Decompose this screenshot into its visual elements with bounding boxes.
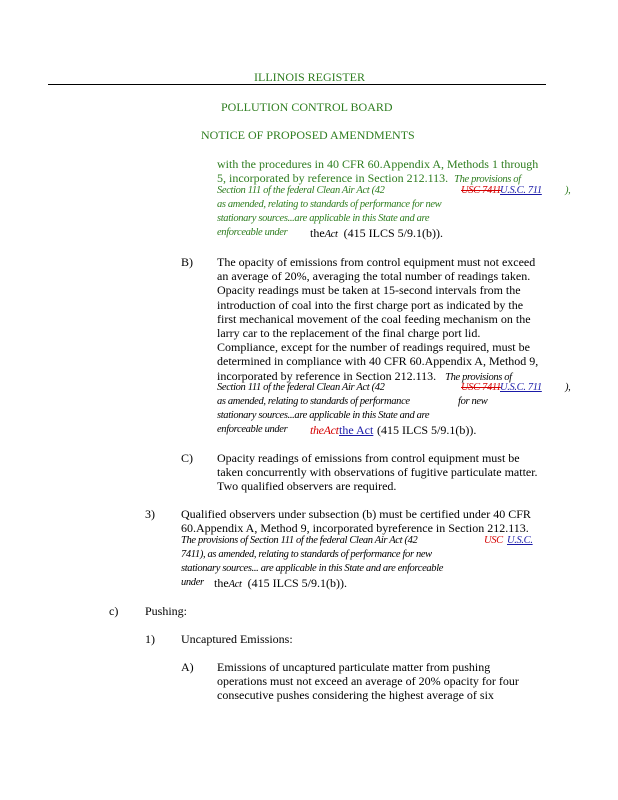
- item-1-label: 1): [145, 632, 155, 646]
- item-b-line: larry car to the replacement of the final charge port lid.: [217, 325, 481, 340]
- item-b-text: [217, 255, 538, 383]
- item-a-line: Emissions of uncaptured particulate matter from pushing: [217, 660, 491, 674]
- para-top-line-3: Section 111 of the federal Clean Air Act (42: [217, 185, 385, 196]
- inserted-usc: U.S.C. 711: [500, 185, 542, 196]
- para-top-line-1: with the procedures in 40 CFR 60.Appendix A, Methods 1 through: [217, 157, 539, 171]
- item-b-line-10: Section 111 of the federal Clean Air Act (42: [217, 382, 385, 393]
- citation: (415 ILCS 5/9.1(b)).: [247, 576, 347, 590]
- item-c-text: [217, 451, 538, 494]
- item-c-label: C): [181, 451, 193, 465]
- item-a-label: A): [181, 660, 194, 674]
- item-a-line: consecutive pushes considering the highest average of six: [217, 688, 494, 703]
- item-3-line: 60.Appendix A, Method 9, incorporated byreference in Section 212.113.: [181, 521, 529, 536]
- provision-text: The provisions of: [445, 371, 512, 383]
- item-c-line: Two qualified observers are required.: [217, 479, 397, 494]
- inserted-usc: U.S.C.: [507, 535, 533, 546]
- item-b-line-11b: for new: [458, 396, 488, 407]
- item-b-line-9: [217, 369, 538, 383]
- para-top-paren: ),: [565, 185, 571, 196]
- item-3-label: 3): [145, 507, 155, 521]
- act-word: Act: [324, 229, 338, 240]
- item-3-line: Qualified observers under subsection (b) must be certified under 40 CFR: [181, 507, 531, 521]
- provision-text: The provisions of: [454, 174, 521, 186]
- deleted-usc: USC 7411: [461, 185, 501, 196]
- para-top-line-6a: enforceable under: [217, 227, 288, 238]
- the-word: the: [214, 576, 229, 590]
- para-top-line-2: [217, 171, 538, 185]
- para-top-line-4: as amended, relating to standards of performance for new: [217, 199, 442, 210]
- act-word: Act: [228, 579, 242, 590]
- item-a-line: operations must not exceed an average of 20% opacity for four: [217, 674, 519, 689]
- para-top-text: 5, incorporated by reference in Section 212.113.: [217, 171, 449, 186]
- item-b-line: The opacity of emissions from control equipment must not exceed: [217, 255, 536, 269]
- deleted-act: theAct: [310, 423, 339, 437]
- item-b-line: determined in compliance with 40 CFR 60.Appendix A, Method 9,: [217, 354, 539, 369]
- deleted-usc: USC 7411: [461, 382, 501, 393]
- notice-title: NOTICE OF PROPOSED AMENDMENTS: [201, 128, 415, 142]
- item-3-line-6b: [214, 576, 347, 592]
- inserted-usc: U.S.C. 711: [500, 382, 542, 393]
- item-b-line: an average of 20%, averaging the total number of readings taken.: [217, 269, 531, 284]
- para-top: [217, 157, 538, 185]
- item-3-line-4: 7411), as amended, relating to standards of performance for new: [181, 549, 432, 560]
- pushing-heading: Pushing:: [145, 604, 188, 618]
- item-b-line: Compliance, except for the number of readings required, must be: [217, 340, 530, 355]
- item-c-line: taken concurrently with observations of fugitive particulate matter.: [217, 465, 538, 480]
- citation: (415 ILCS 5/9.1(b)).: [343, 226, 443, 240]
- register-title: ILLINOIS REGISTER: [254, 70, 365, 84]
- item-b-citation: (415 ILCS 5/9.1(b)).: [377, 423, 477, 437]
- item-3-line-6a: under: [181, 577, 204, 588]
- item-a-text: [217, 660, 519, 703]
- item-b-line-12: stationary sources...are applicable in this State and are: [217, 410, 430, 421]
- item-3-text: [181, 507, 531, 535]
- item-c-line: Opacity readings of emissions from control equipment must be: [217, 451, 520, 465]
- item-b-label: B): [181, 255, 193, 269]
- item-b-paren: ),: [565, 382, 571, 393]
- inserted-act: the Act: [339, 423, 374, 437]
- uncaptured-heading: Uncaptured Emissions:: [181, 632, 293, 646]
- the-word: the: [310, 226, 325, 240]
- deleted-usc: USC: [484, 535, 503, 546]
- para-top-line-5: stationary sources...are applicable in this State and are: [217, 213, 430, 224]
- item-3-line-5: stationary sources... are applicable in this State and are enforceable: [181, 563, 444, 574]
- item-b-line: first mechanical movement of the coal feeding mechanism on the: [217, 311, 531, 326]
- para-top-line-6b: [310, 226, 443, 242]
- board-title: POLLUTION CONTROL BOARD: [221, 100, 393, 114]
- item-b-line-13a: enforceable under: [217, 424, 288, 435]
- item-3-line-3: The provisions of Section 111 of the federal Clean Air Act (42: [181, 535, 418, 546]
- item-b-text-9: incorporated by reference in Section 212.113.: [217, 368, 437, 383]
- item-b-line-11a: as amended, relating to standards of performance: [217, 396, 410, 407]
- item-c-sub-label: c): [109, 604, 119, 618]
- item-b-line: Opacity readings must be taken at 15-second intervals from the: [217, 283, 521, 298]
- item-b-line: introduction of coal into the first charge port as indicated by the: [217, 297, 524, 312]
